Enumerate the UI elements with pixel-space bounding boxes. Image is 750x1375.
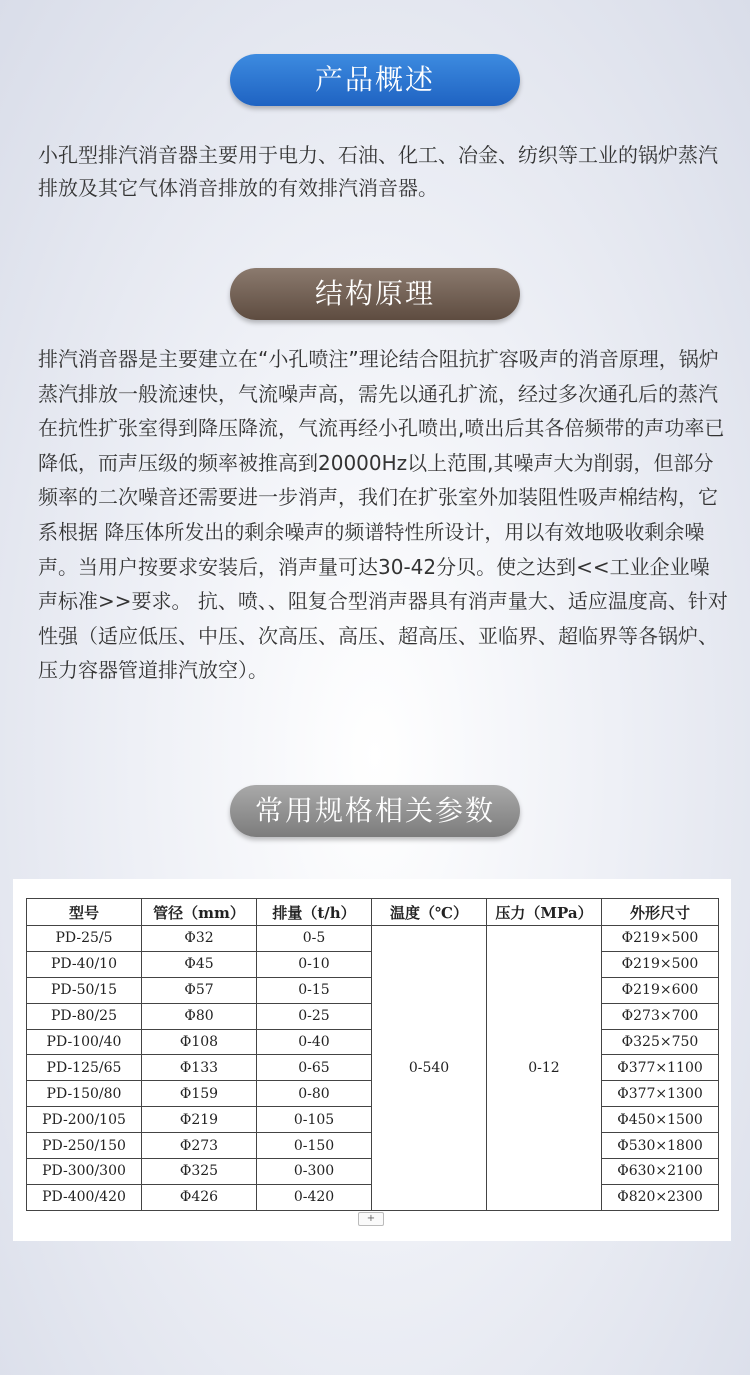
principle-text: 排汽消音器是主要建立在“小孔喷注”理论结合阻抗扩容吸声的消音原理，锅炉蒸汽排放一般流速快，气流噪声高，需先以通孔扩流，经过多次通孔后的蒸汽在抗性扩张室得到降压降流，气流再经小孔喷出,喷出后其各倍频带的声功率已降低，而声压级的频率被推高到20000Hz以上范围,其噪声大为削弱，但部分频率的二次噪音还需要进一步消声，我们在扩张室外加装阻性吸声棉结构，它系根据 降压体所发出的剩余噪声的频谱特性所设计，用以有效地吸收剩余噪声。当用户按要求安装后，消声量可达30-42分贝。使之达到<<工业企业噪声标准>>要求。 抗、喷、、阻复合型消声器具有消声量大、适应温度高、针对性强（适应低压、中压、次高压、高压、超高压、亚临界、超临界等各锅炉、压力容器管道排汽放空）。 — [38, 347, 728, 683]
overview-text: 小孔型排汽消音器主要用于电力、石油、化工、冶金、纺织等工业的锅炉蒸汽排放及其它气体消音排放的有效排汽消音器。 — [38, 143, 718, 200]
cell-size: Φ630×2100 — [602, 1159, 719, 1185]
cell-size: Φ450×1500 — [602, 1107, 719, 1133]
cell-size: Φ219×500 — [602, 951, 719, 977]
cell-diameter: Φ325 — [142, 1159, 257, 1185]
principle-title-pill — [230, 268, 520, 320]
cell-size: Φ530×1800 — [602, 1133, 719, 1159]
cell-flow: 0-105 — [257, 1107, 372, 1133]
cell-model: PD-80/25 — [27, 1003, 142, 1029]
cell-size: Φ377×1300 — [602, 1081, 719, 1107]
cell-size: Φ273×700 — [602, 1003, 719, 1029]
cell-diameter: Φ32 — [142, 926, 257, 952]
header-size: 外形尺寸 — [602, 899, 719, 926]
cell-model: PD-300/300 — [27, 1159, 142, 1185]
cell-size: Φ820×2300 — [602, 1184, 719, 1210]
cell-model: PD-50/15 — [27, 977, 142, 1003]
cell-model: PD-200/105 — [27, 1107, 142, 1133]
cell-flow: 0-25 — [257, 1003, 372, 1029]
cell-flow: 0-80 — [257, 1081, 372, 1107]
cell-diameter: Φ57 — [142, 977, 257, 1003]
cell-size: Φ377×1100 — [602, 1055, 719, 1081]
cell-diameter: Φ219 — [142, 1107, 257, 1133]
cell-size: Φ325×750 — [602, 1029, 719, 1055]
cell-flow: 0-10 — [257, 951, 372, 977]
cell-diameter: Φ273 — [142, 1133, 257, 1159]
overview-title: 产品概述 — [314, 63, 435, 96]
header-pressure: 压力（MPa） — [487, 899, 602, 926]
cell-flow: 0-15 — [257, 977, 372, 1003]
header-diameter: 管径（mm） — [142, 899, 257, 926]
header-flow: 排量（t/h） — [257, 899, 372, 926]
cell-flow: 0-420 — [257, 1184, 372, 1210]
cell-diameter: Φ133 — [142, 1055, 257, 1081]
cell-flow: 0-40 — [257, 1029, 372, 1055]
cell-model: PD-25/5 — [27, 926, 142, 952]
table-row — [27, 926, 719, 952]
cell-size: Φ219×500 — [602, 926, 719, 952]
cell-diameter: Φ108 — [142, 1029, 257, 1055]
spec-table-container — [13, 879, 731, 1241]
cell-model: PD-400/420 — [27, 1184, 142, 1210]
cell-diameter: Φ80 — [142, 1003, 257, 1029]
specs-title-pill — [230, 785, 520, 837]
cell-diameter: Φ426 — [142, 1184, 257, 1210]
header-temperature: 温度（℃） — [372, 899, 487, 926]
cell-model: PD-150/80 — [27, 1081, 142, 1107]
specs-title: 常用规格相关参数 — [254, 794, 495, 827]
add-row-button[interactable]: + — [358, 1212, 384, 1226]
cell-flow: 0-300 — [257, 1159, 372, 1185]
principle-title: 结构原理 — [314, 277, 435, 310]
cell-model: PD-125/65 — [27, 1055, 142, 1081]
cell-diameter: Φ45 — [142, 951, 257, 977]
spec-table — [26, 898, 719, 1211]
cell-pressure: 0-12 — [487, 926, 602, 1211]
header-model: 型号 — [27, 899, 142, 926]
cell-model: PD-40/10 — [27, 951, 142, 977]
cell-size: Φ219×600 — [602, 977, 719, 1003]
cell-model: PD-250/150 — [27, 1133, 142, 1159]
cell-flow: 0-65 — [257, 1055, 372, 1081]
cell-flow: 0-150 — [257, 1133, 372, 1159]
cell-model: PD-100/40 — [27, 1029, 142, 1055]
table-header-row — [27, 899, 719, 926]
cell-flow: 0-5 — [257, 926, 372, 952]
cell-temperature: 0-540 — [372, 926, 487, 1211]
overview-title-pill — [230, 54, 520, 106]
cell-diameter: Φ159 — [142, 1081, 257, 1107]
